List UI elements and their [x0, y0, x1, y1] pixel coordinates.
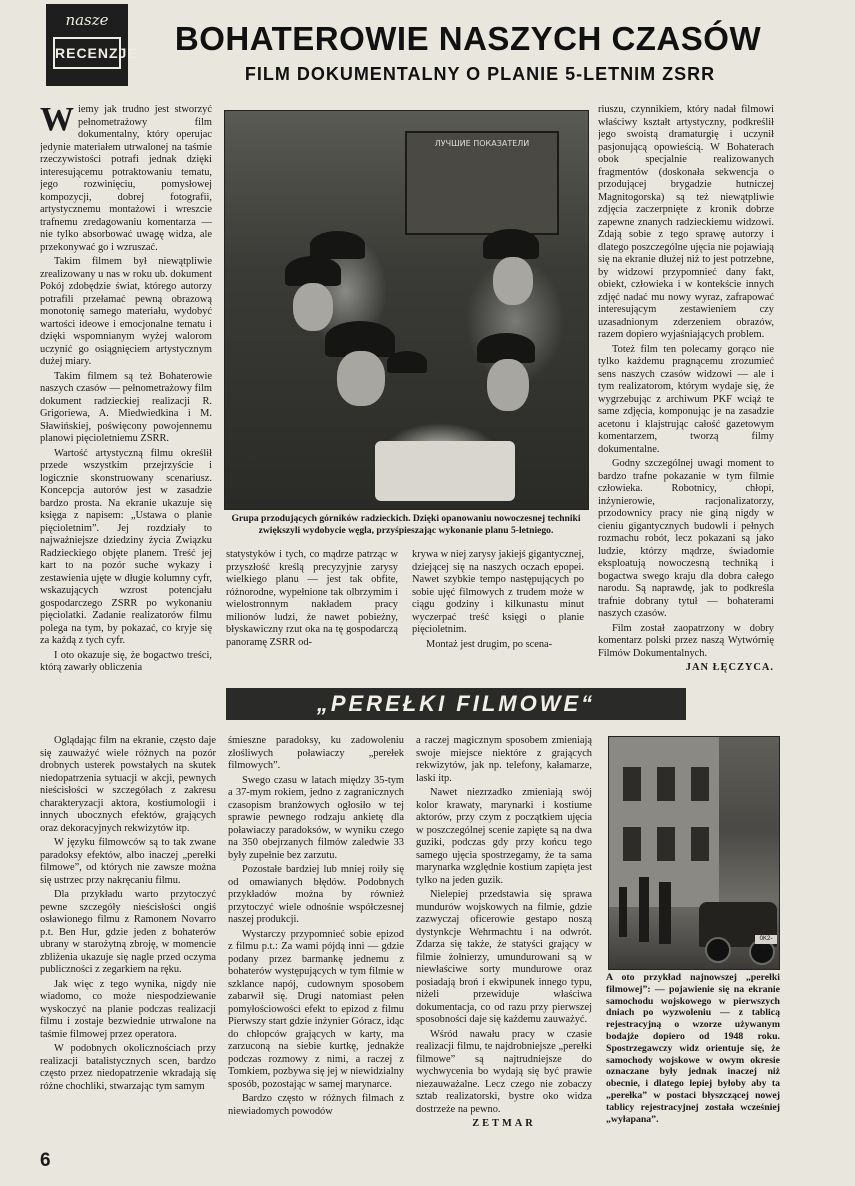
perelki-banner: „PEREŁKI FILMOWE“	[226, 688, 686, 720]
photo-board	[405, 131, 559, 235]
car-photo-caption: A oto przykład najnowszej „perełki filmowej”: — pojawienie się na ekranie samochodu wojskowego w pierwszych dniach po wyzwoleniu — z tablicą rejestracyjną o wzorze używanym bodajże dopiero od 1948 roku. Spostrzegawczy widz orientuje się, że samochody wojskowe w owym okresie oznaczane były jednak inaczej niż obecnie, i dlatego lepiej byłoby aby ta „perełka” w postaci błyszczącej nowej tablicy rejestracyjnej została wcześniej „wyłapana”.	[606, 972, 780, 1125]
article1-column-4	[598, 104, 774, 684]
article1-column-1	[40, 104, 212, 689]
paragraph: Swego czasu w latach między 35-tym a 37-mym rokiem, jedno z zagranicznych czasopism branżowych ogłosiło w tej sprawie pewnego rodzaju ankietę dla poławiaczy paradoksów, w wyniku czego na 350 obejrzanych filmów zaledwie 33 były zupełnie bez zarzutu.	[228, 774, 404, 861]
article2-column-2	[228, 735, 404, 1140]
paragraph: śmieszne paradoksy, ku zadowoleniu złośliwych poławiaczy „perełek filmowych”.	[228, 735, 404, 771]
paragraph: Wśród nawału pracy w czasie realizacji filmu, te najdrobniejsze „perełki filmowe” są najtrudniejsze do wychwycenia bo wydają się być prawie niezauważalne. Lecz czego nie zobaczy sztab realizatorski, bystre oko widza dostrzeże na pewno.	[416, 1028, 592, 1115]
paragraph: Montaż jest drugim, po scena-	[426, 638, 553, 650]
paragraph: Oglądając film na ekranie, często daje się zauważyć wiele różnych na pozór drobnych usterek powstałych na skutek niedopatrzenia sytuacji w akcji, pewnych nieścisłości w szczegółach z zakresu charakteryzacji aktora, kostiumologii i innych ubocznych efektów, grających oraz dekoracyjnych rekwizytów itp.	[40, 735, 216, 834]
license-plate: 0K2-802	[755, 935, 777, 944]
article1-author: JAN ŁĘCZYCA.	[685, 662, 774, 673]
paragraph: Wiemy jak trudno jest stworzyć pełnometrażowy film dokumentalny, który operujac jedynie materiałem utrwalonej na taśmie rzeczywistości potrafi jednak dzięki interesującemu potraktowaniu tematu, jego rozwinięciu, pomysłowej kompozycji, dobrej fotografii, artystycznemu montażowi i wreszcie trafnemu zredagowaniu komentarza — nie tylko absorbować uwagę widza, ale przekonywać go i wzruszać.	[40, 104, 212, 253]
paragraph: a raczej magicznym sposobem zmieniają swoje miejsce niektóre z grających rekwizytów, jak np. telefony, kałamarze, laski itp.	[416, 735, 592, 784]
paragraph: Takim filmem są też Bohaterowie naszych czasów — pełnometrażowy film dokument radzieckiej realizacji R. Grigoriewa, A. Miedwiedkina i M. Sławińskiej, poświęcony powojennemu planowi pięcioletniemu ZSRR.	[40, 370, 212, 444]
paragraph: Takim filmem był niewątpliwie zrealizowany u nas w roku ub. dokument Pokój zdobędzie świat, którego autorzy potrafili przełamać pewną obrazową monotonię samego materiału, wydobyć wartości ideowe i emocjonalne tematu i dzięki wspomnianym wyżej walorom uczynić go osiągnięciem artystycznym dużej miary.	[40, 256, 212, 367]
logo-bottom-text: RECENZJE	[53, 37, 121, 69]
paragraph: Pozostałe bardziej lub mniej roiły się od omawianych błędów. Podobnych przykładów można by również przytoczyć wiele odnośnie współczesnej naszej produkcji.	[228, 864, 404, 925]
article2-column-3	[416, 735, 592, 1140]
recenzje-logo	[46, 4, 138, 86]
page-number: 6	[40, 1150, 51, 1171]
article-subtitle: FILM DOKUMENTALNY O PLANIE 5-LETNIM ZSRR	[244, 64, 716, 84]
paragraph: Nawet niezrzadko zmieniają swój kolor krawaty, marynarki i kostiume aktorów, przy czym z początkiem ujęcia w poszczególnej scenie zapięte są na dwa guziki, podczas gdy przy końcu tego samego ujęcia spostrzegamy, że ta sama marynarka względnie kostium zapięta jest tylko na jeden guzik.	[416, 787, 592, 886]
article2-author: ZETMAR	[472, 1118, 536, 1129]
article1-column-3	[412, 549, 584, 679]
miners-photo-caption: Grupa przodujących górników radzieckich. Dzięki opanowaniu nowoczesnej techniki zwiększyli wydobycie węgla, przyśpieszając wykonanie planu 5-letniego.	[231, 513, 581, 536]
miners-photo	[224, 110, 589, 510]
paragraph: Wystarczy przypomnieć sobie epizod z filmu p.t.: Za wami pójdą inni — gdzie podany przez barmankę jednemu z bohaterów występujących w tym filmie w szklance napój, cudownym sposobem zabarwił się. Drugi natomiast pełen pomyłościowości efekt to epizod z filmu Pierwszy start gdzie inżynier Góracz, idąc do chłopców grających w karty, ma zarzuconą na siebie kurtkę, jednakże podczas rozmowy z nimi, a raczej z Tomkiem, pozbywa się jej w niewidzialny sposób, pozostając w samej marynarce.	[228, 928, 404, 1090]
paragraph: Dla przykładu warto przytoczyć pewne szczegóły nieścisłości ongiś osławionego filmu z Ramonem Novarro p.t. Ben Hur, gdzie jeden z bohaterów ubrany w starożytną zbroję, w momencie zbliżenia ukazuje się nagle przed oczyma publiczności z zegarkiem na ręku.	[40, 889, 216, 975]
paragraph: I oto okazuje się, że bogactwo treści, którą zawarły obliczenia	[40, 649, 212, 673]
paragraph: W języku filmowców są to tak zwane paradoksy efektów, albo inaczej „perełki filmowe”, od których nie zawsze można się ustrzec przy nakręcaniu filmu.	[40, 837, 216, 886]
photo-table	[375, 441, 515, 501]
paragraph: Godny szczególnej uwagi moment to bardzo trafne pokazanie w tym filmie człowieka. Robotnicy, chłopi, inżynierowie, racjonalizatorzy, przodownicy pracy nie giną nigdy w cieniu gigantycznych budowli i pełnych rozmachu robót, lecz pokazani są jako ludzie, którzy mądrze, świadomie eksploatują nowoczesną techniką i bogactwa swego kraju dla dobra całego narodu. Są naprawdę, jak to podkreśla trafnie dobrany tytuł — bohaterami naszych czasów.	[598, 458, 774, 619]
article-title: BOHATEROWIE NASZYCH CZASÓW	[174, 20, 762, 57]
paragraph: Toteż film ten polecamy gorąco nie tylko każdemu pragnącemu zrozumieć sens naszych czasów widzowi — ale i tym realizatorom, którym wydaje się, że wygrzebując z archiwum PKF wciąż te same zdjęcia, komponując je na zasadzie acetonu i klajstrując całość gazetowym komentarzem, tworzą filmy dokumentalne.	[598, 343, 774, 455]
paragraph: W podobnych okolicznościach przy realizacji batalistycznych scen, bardzo często przez niedopatrzenie wkradają się różne chochliki, stwarzając tym samym	[40, 1043, 216, 1092]
paragraph: Jak więc z tego wynika, nigdy nie wiadomo, co może niespodziewanie wyskoczyć na planie podczas realizacji filmu i zostaje bezwiednie utrwalone na taśmie filmowej przez operatora.	[40, 978, 216, 1040]
board-text: ЛУЧШИЕ ПОКАЗАТЕЛИ	[434, 139, 530, 148]
car-photo	[608, 736, 780, 970]
article1-column-2	[226, 549, 398, 679]
paragraph: krywa w niej zarysy jakiejś gigantycznej, dziejącej się na naszych oczach epopei. Nawet szybkie tempo następujących po sobie ujęć filmowych z trudem może w ciągu godziny i kilkunastu minut wyczerpać treść księgi o planie pięcioletnim.	[412, 549, 584, 635]
paragraph: statystyków i tych, co mądrze patrząc w przyszłość kreślą precyzyjnie zarysy wielkiego planu — jest tak obfite, różnorodne, wypełnione tak olbrzymim i wielostronnym nakładem pracy milionów ludzi, że nawet pobieżny, błyskawiczny rzut oka na tę gospodarczą panoramę ZSRR od-	[226, 549, 398, 648]
paragraph: Film został zaopatrzony w dobry komentarz polski przez naszą Wytwórnię Filmów Dokumentalnych.	[598, 622, 774, 659]
article2-column-1	[40, 735, 216, 1140]
paragraph: riuszu, czynnikiem, który nadał filmowi właściwy kształt artystyczny, podkreślił jego swoistą dramaturgię i uczynił pasjonującą opowieścią. W Bohaterach obok specjalnie realizowanych fragmentów (doskonała sekwencja o przodującej brygadzie hutniczej Magnitogorska) są też niewątpliwie zdjęcia zaczerpnięte z kronik dobrze zapewne znanych radzieckiemu widzowi. Zdają sobie z tego sprawę autorzy i dlatego poszczególne ujęcia nie pojawiają się na ekranie dłużej niż to jest potrzebne, by widzowi przypomnieć dany fakt, obiekt, człowieka i w kontekście innych zdjęć nadać mu nowy wyraz, zafrapować interesującym zestawieniem czy uzasadnionym zderzeniem obrazów, razem dopiero wyjaśniających problem.	[598, 104, 774, 340]
paragraph: Nielepiej przedstawia się sprawa mundurów wojskowych na filmie, gdzie zazwyczaj oficerowie gestapo noszą dystynkcje Wehrmachtu i na odwrót. Zdarza się także, że statyści grający w filmie żołnierzy, umundurowani są w niewłaściwe sorty mundurowe oraz posiadają broń i ekwipunek innego typu, niżeli przewiduje właściwa dokumentacja, co od razu przy pierwszej sposobności daje się każdemu zauważyć.	[416, 889, 592, 1025]
paragraph: Bardzo często w różnych filmach z niewiadomych powodów	[228, 1093, 404, 1117]
paragraph: Wartość artystyczną filmu określił przede wszystkim przejrzyście i logicznie skonstruowany scenariusz. Koncepcja autorów jest w zasadzie bardzo prosta. Na ekranie ukazuje się księga z napisem: „Ustawa o planie pięcioletnim”. Jej rozdziały to najważniejsze dziedziny życia Związku Radzieckiego objęte planem. Treść jej kart to na pozór suche wykazy i zestawienia ujęte w długie kolumny cyfr, wskazujących wzrost potencjału gospodarczego ZSRR po wykonaniu pięciolatki. Zadanie realizatorów filmu polega na tym, by pokazać, co kryje się za każdą z tych cyfr.	[40, 447, 212, 646]
logo-top-text: nasze	[65, 11, 109, 29]
